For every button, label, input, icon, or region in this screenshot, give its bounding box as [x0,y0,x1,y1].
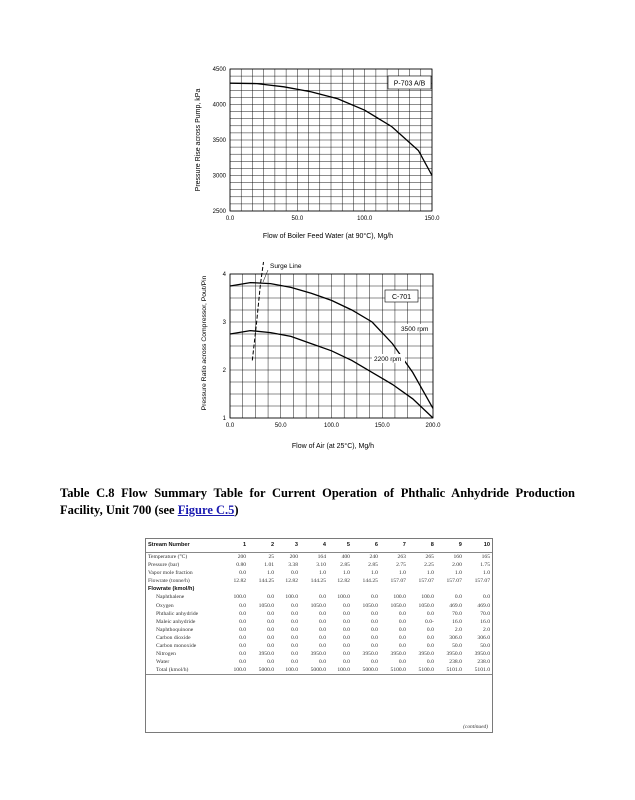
table-cell: 200 [237,554,247,560]
table-row [146,602,492,610]
table-cell: 0.0 [239,618,247,625]
table-caption [60,485,575,519]
compressor-x-tick-label: 0.0 [225,423,235,429]
table-cell: 0.0 [291,634,299,641]
table-cell: 0.0 [291,643,299,650]
table-cell: 2.0 [483,626,490,633]
table-cell: 0.0 [426,610,434,617]
table-cell: 0.0 [370,626,378,633]
pump-chart-grid [230,69,432,211]
flow-summary-table-image [145,538,493,733]
table-cell: 0.0 [291,659,299,666]
table-cell: 2.25 [424,562,434,569]
table-cell: 16.0 [480,618,490,625]
table-cell: 0.0 [426,626,434,633]
surge-line-pointer [263,270,268,282]
pump-y-tick-label: 4000 [212,102,226,109]
table-cell: 0.0 [291,618,299,625]
table-cell: 0.0 [342,659,350,666]
table-cell: 1.0 [319,570,326,577]
table-cell: 0.0 [319,626,326,633]
rpm-3500-label: 3500 rpm [401,326,429,333]
table-cell: 5101.0 [436,666,464,675]
table-cell: 2.0 [454,626,462,633]
row-label: Oxygen [156,602,174,609]
table-cell: 0.0 [319,610,326,617]
table-row [146,553,492,562]
pump-y-tick-label: 3500 [212,138,226,144]
table-cell: 3950.0 [258,651,275,658]
table-cell: 0.0 [342,618,350,625]
table-cell: 160 [453,554,462,560]
table-cell: 1.01 [264,562,275,569]
table-cell: 100.0 [285,594,299,601]
table-row [146,569,492,577]
table-cell: 0.0 [370,594,378,601]
table-cell: 157.07 [390,578,406,585]
pump-x-tick-label: 150.0 [424,216,440,222]
pump-y-tick-label: 3000 [212,173,226,180]
table-cell: 0.0 [370,634,378,641]
table-cell: 0.0 [239,634,247,641]
table-cell: 3950.0 [446,651,462,658]
table-cell: 16.0 [452,618,462,625]
table-cell: 0.0 [370,610,378,617]
header-stream-6: 6 [352,539,380,553]
table-cell: 0.0 [239,651,247,658]
table-cell: 2.00 [452,562,462,569]
table-cell: 0.0 [319,594,326,601]
compressor-y-tick-label: 1 [222,416,226,422]
table-cell: 1050.0 [390,602,406,609]
surge-line-label: Surge Line [270,263,302,270]
table-cell: 164 [317,554,326,560]
table-cell: 0.0 [398,626,406,633]
table-cell: 144.25 [310,578,326,585]
figure-link[interactable]: Figure C.5 [177,503,235,517]
table-cell: 5000.0 [300,666,328,675]
table-cell: 1050.0 [258,602,275,609]
table-cell: 0.0 [370,643,378,650]
row-label: Temperature (°C) [148,554,188,560]
header-stream-7: 7 [380,539,408,553]
row-label: Carbon monoxide [156,643,197,650]
table-cell: 0.0 [239,570,247,577]
table-cell: 3.10 [316,562,326,569]
table-row [146,642,492,650]
table-cell: 2.85 [368,562,378,569]
table-cell: 5101.0 [464,666,492,675]
table-cell: 0.0 [398,634,406,641]
compressor-x-tick-label: 100.0 [323,423,340,429]
pump-curve-chart [185,60,455,250]
table-cell: 1.0 [426,570,434,577]
table-cell: 1.0 [342,570,350,577]
table-cell: 1.0 [483,570,490,577]
table-cell: 70.0 [452,610,462,617]
table-header-row [146,539,492,553]
row-label: Flowrate (kmol/h) [148,586,195,593]
row-label: Pressure (bar) [148,562,180,569]
table-cell: 0.0 [426,643,434,650]
continued-note: (continued) [463,724,488,730]
table-cell: 157.07 [446,578,462,585]
header-stream-5: 5 [328,539,352,553]
table-cell: 0.0 [267,610,275,617]
table-cell: 3950.0 [418,651,434,658]
row-label: Flowrate (tonne/h) [148,578,190,585]
pump-y-tick-label: 2500 [212,209,226,215]
table-cell: 70.0 [480,610,490,617]
table-cell: 238.0 [449,659,462,666]
flow-summary-table [146,539,492,675]
table-cell: 1.0 [454,570,462,577]
table-cell: 0.0 [267,643,275,650]
table-cell: 12.82 [233,578,247,585]
compressor-y-tick-label: 3 [222,320,226,326]
table-cell: 0.0- [425,618,434,625]
table-cell: 0.80 [236,562,247,569]
table-cell: 0.0 [267,659,275,666]
table-cell: 12.82 [285,578,299,585]
row-label: Naphthoquinone [156,626,194,633]
compressor-y-tick-label: 2 [222,368,226,374]
table-cell: 100.0 [224,666,248,675]
table-cell: 0.0 [291,602,299,609]
table-cell: 1050.0 [418,602,434,609]
table-cell: 1.0 [370,570,378,577]
table-row [146,658,492,666]
compressor-y-tick-label: 4 [222,272,226,278]
table-cell: 306.0 [477,634,490,641]
compressor-x-axis-label: Flow of Air (at 25°C), Mg/h [291,443,375,450]
table-cell: 0.0 [267,626,275,633]
table-cell: 5000.0 [352,666,380,675]
table-cell: 265 [425,554,434,560]
header-stream-1: 1 [224,539,248,553]
caption-text: Table C.8 Flow Summary Table for Current Operation of Phthalic Anhydride Production Facility, Unit 700 (see [60,486,575,517]
table-cell: 0.0 [267,618,275,625]
table-cell: 3950.0 [390,651,406,658]
table-cell: 0.0 [398,643,406,650]
table-row [146,610,492,618]
row-label: Naphthalene [156,594,185,601]
row-label: Total (kmol/h) [146,666,224,675]
table-cell: 306.0 [449,634,462,641]
header-stream-4: 4 [300,539,328,553]
table-cell: 0.0 [454,594,462,601]
compressor-y-axis-label: Pressure Ratio across Compressor, Pout/Pin [201,275,208,411]
row-label: Phthalic anhydride [156,610,199,617]
table-cell: 50.0 [480,643,490,650]
table-cell: 165 [481,554,490,560]
table-cell: 0.0 [398,659,406,666]
table-cell: 400 [341,554,350,560]
table-row [146,577,492,585]
table-cell: 3.38 [288,562,299,569]
table-row [146,561,492,569]
pump-y-tick-label: 4500 [212,67,226,73]
table-cell: 0.0 [319,634,326,641]
table-row [146,634,492,642]
table-cell: 0.0 [319,618,326,625]
compressor-x-tick-label: 150.0 [374,423,390,429]
table-cell: 240 [369,554,378,560]
table-cell: 0.0 [239,659,247,666]
header-stream-9: 9 [436,539,464,553]
table-cell: 238.0 [477,659,490,666]
table-cell: 0.0 [370,618,378,625]
table-cell: 100.0 [328,666,352,675]
compressor-x-tick-label: 50.0 [274,423,287,429]
table-cell: 1.0 [267,570,275,577]
table-cell: 0.0 [291,651,299,658]
table-cell: 0.0 [239,643,247,650]
table-cell: 469.0 [477,602,490,609]
row-label: Maleic anhydride [156,618,196,625]
table-cell: 0.0 [342,602,350,609]
table-cell: 100.0 [421,594,434,601]
table-cell: 2.75 [396,562,406,569]
table-cell: 157.07 [418,578,434,585]
table-cell: 1050.0 [362,602,378,609]
table-cell: 0.0 [267,634,275,641]
row-label: Nitrogen [156,651,176,658]
table-cell: 2.85 [340,562,350,569]
table-cell: 0.0 [483,594,490,601]
table-cell: 0.0 [342,651,350,658]
pump-label: P-703 A/B [393,80,426,88]
table-cell: 3950.0 [474,651,490,658]
table-cell: 144.25 [362,578,378,585]
table-cell: 0.0 [342,626,350,633]
table-cell: 0.0 [342,610,350,617]
table-row [146,650,492,658]
header-stream-number: Stream Number [146,539,224,553]
table-cell: 100.0 [393,594,406,601]
table-cell: 5100.0 [408,666,436,675]
table-cell: 0.0 [239,602,247,609]
table-cell: 100.0 [276,666,300,675]
pump-x-tick-label: 100.0 [357,216,373,222]
pump-x-tick-label: 50.0 [291,216,304,222]
table-cell: 200 [289,554,299,560]
table-row [146,626,492,634]
table-cell: 0.0 [398,618,406,625]
compressor-x-tick-label: 200.0 [425,423,441,429]
table-cell: 157.07 [474,578,490,585]
table-cell: 469.0 [449,602,462,609]
table-cell: 5000.0 [248,666,276,675]
header-stream-8: 8 [408,539,436,553]
table-cell: 100.0 [233,594,247,601]
header-stream-2: 2 [248,539,276,553]
pump-x-tick-label: 0.0 [225,216,235,222]
table-cell: 100.0 [337,594,350,601]
table-section-row [146,585,492,593]
compressor-series-surge-line [252,262,263,360]
table-cell: 5100.0 [380,666,408,675]
table-cell: 144.25 [258,578,275,585]
table-cell: 0.0 [426,634,434,641]
header-stream-3: 3 [276,539,300,553]
row-label: Carbon dioxide [156,634,191,641]
table-cell: 0.0 [291,626,299,633]
table-cell: 50.0 [452,643,462,650]
row-label: Vapor mole fraction [148,570,193,577]
pump-y-axis-label: Pressure Rise across Pump, kPa [195,88,202,192]
table-cell: 0.0 [291,610,299,617]
table-cell: 0.0 [267,594,275,601]
pump-x-axis-label: Flow of Boiler Feed Water (at 90°C), Mg/h [262,233,394,240]
table-cell: 0.0 [398,610,406,617]
row-label: Water [156,659,170,666]
table-row [146,618,492,626]
table-cell: 12.82 [337,578,350,585]
caption-suffix: ) [234,503,239,517]
table-cell: 0.0 [239,610,247,617]
table-cell: 0.0 [319,659,326,666]
table-row [146,593,492,601]
table-cell: 1.75 [480,562,490,569]
table-cell: 0.0 [426,659,434,666]
table-cell: 0.0 [239,626,247,633]
table-cell: 1.0 [398,570,406,577]
table-cell: 0.0 [342,634,350,641]
table-cell: 0.0 [370,659,378,666]
rpm-2200-label: 2200 rpm [374,356,402,363]
table-cell: 1050.0 [310,602,326,609]
table-cell: 3950.0 [310,651,326,658]
header-stream-10: 10 [464,539,492,553]
table-cell: 0.0 [319,643,326,650]
table-cell: 3950.0 [362,651,378,658]
table-cell: 0.0 [291,570,299,577]
table-cell: 25 [268,554,275,560]
table-cell: 0.0 [342,643,350,650]
table-row [146,666,492,675]
compressor-curve-chart [195,258,450,458]
table-cell: 263 [397,554,406,560]
compressor-label: C-701 [391,294,412,301]
